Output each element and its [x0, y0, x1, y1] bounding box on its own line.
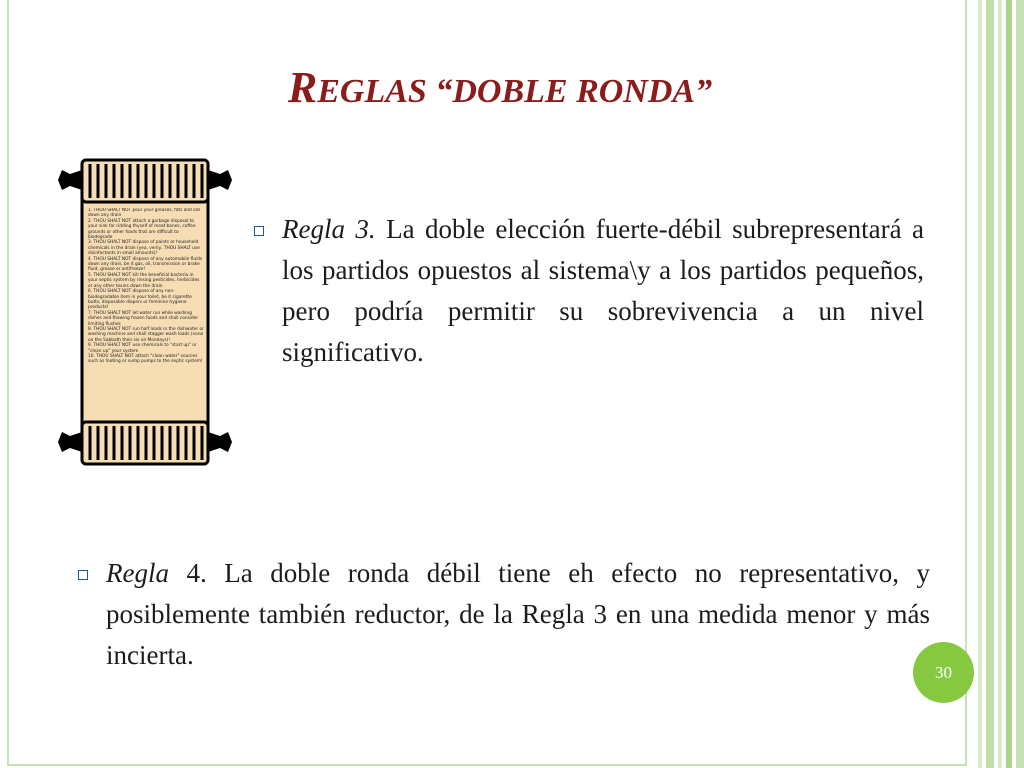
scroll-line: 9. THOU SHALT NOT use chemicals to "start up" or "clean up" your system	[88, 343, 197, 354]
scroll-line: 4. THOU SHALT NOT dispose of any automobile fluids down any drain, be it gas, oil, transmission or brake fluid, grease or antifreeze!	[88, 256, 203, 273]
bullet-regla-4	[106, 553, 930, 676]
bullet-regla-3	[282, 209, 924, 373]
bullet-text: 4. La doble ronda débil tiene eh efecto no representativo, y posiblemente también reductor, de la Regla 3 en una medida menor y más incierta.	[106, 558, 930, 670]
scroll-line: 7. THOU SHALT NOT let water run while washing dishes and thawing frozen foods and shall consider limiting flushes	[88, 310, 199, 327]
scroll-line: 6. THOU SHALT NOT dispose of any non-biodegradable item in your toilet, be it cigarette butts, disposable diapers or feminine hygiene products!	[88, 289, 192, 311]
decor-stripe	[998, 0, 1002, 768]
decor-stripe	[1006, 0, 1012, 768]
bullet-marker	[78, 570, 88, 580]
bullet-text: La doble elección fuerte-débil subrepresentará a los partidos opuestos al sistema\y a los partidos pequeños, pero podría permitir su sobrevivencia a un nivel significativo.	[282, 214, 924, 367]
scroll-line: 2. THOU SHALT NOT attach a garbage disposal to your sink for ridding thyself of meat bones, coffee grounds or other foods that are difficult to biodegrade	[88, 218, 196, 241]
scroll-line: 3. THOU SHALT NOT dispose of paints or household chemicals in the drain (yea, verily, THOU SHALT use disinfectants in small amounts)!	[88, 240, 200, 257]
scroll-line: 10. THOU SHALT NOT attach "clean water" sources such as footing or sump pumps to the septic system!	[88, 353, 203, 365]
scroll-text	[88, 208, 204, 365]
decor-stripe	[1016, 0, 1024, 768]
bullet-label: Regla 3.	[282, 214, 376, 244]
scroll-line: 5. THOU SHALT NOT kill the beneficial bacteria in your septic system by rinsing pesticides, herbicides or any other toxins down the drain	[88, 272, 200, 289]
decor-stripe	[978, 0, 982, 768]
bullet-label: Regla	[106, 558, 169, 588]
title-rest: EGLAS “DOBLE RONDA”	[317, 73, 713, 110]
scroll-line: 8. THOU SHALT NOT run half loads in the dishwater or washing machine and shall stagger wash loads (none on the Sabbath then six on Mondays)!	[88, 326, 204, 343]
scroll-line: 1. THOU SHALT NOT pour your greases, fats and oils down any drain	[88, 208, 201, 219]
scroll-illustration	[56, 150, 234, 472]
decor-stripe	[986, 0, 994, 768]
bullet-marker	[254, 226, 264, 236]
scroll-icon	[56, 150, 234, 472]
title-first-letter: R	[287, 63, 318, 112]
slide-title	[0, 62, 1000, 113]
page-number-badge: 30	[913, 642, 974, 703]
